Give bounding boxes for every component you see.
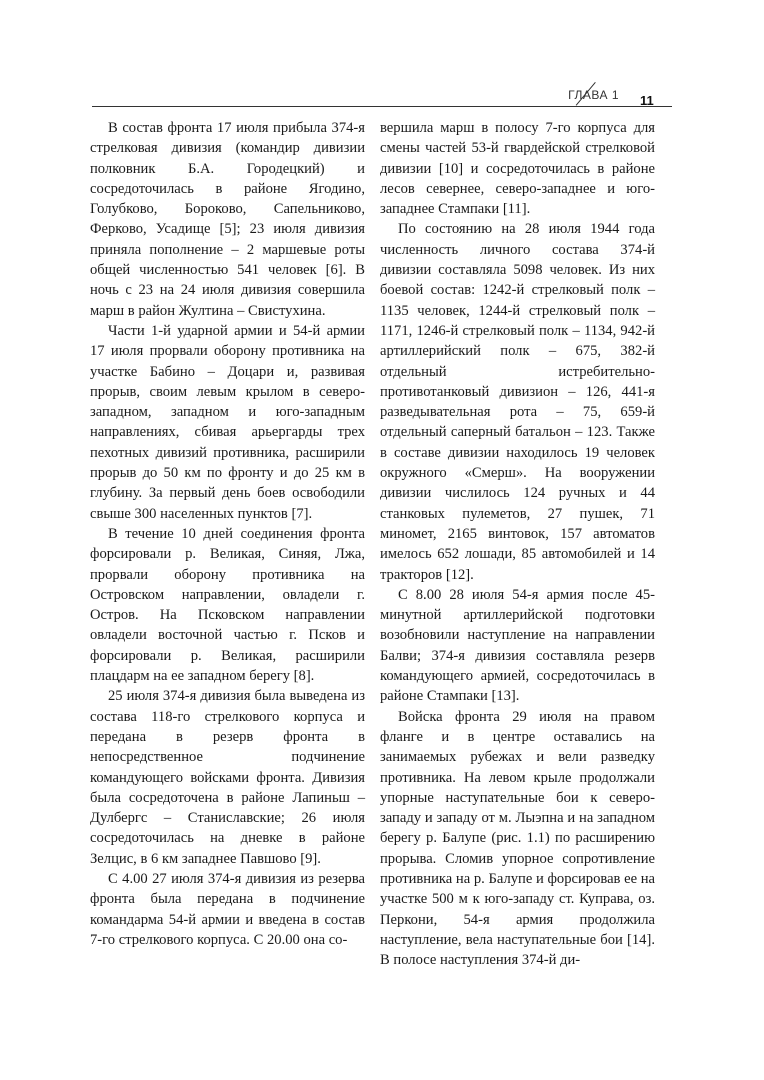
paragraph: В течение 10 дней соединения фронта форсировали р. Великая, Синяя, Лжа, прорвали оборону противника на Островском направлении, овладели г. Остров. На Псковском направлении овладели восточной частью г. Псков и форсировали р. Великая, расширили плацдарм на ее западном берегу [8].: [90, 525, 365, 685]
paragraph: По состоянию на 28 июля 1944 года численность личного состава 374-й дивизии составляла 5098 человек. Из них боевой состав: 1242-й стрелковый полк – 1135 человек, 1244-й стрелковый полк – 1171, 1246-й стрелковый полк – 1134, 942-й артиллерийский полк – 675, 382-й отдельный истребительно-противотанковый дивизион – 126, 441-я разведывательная рота – 75, 659-й отдельный саперный батальон – 123. Также в составе дивизии находилось 19 человек окружного «Смерш». На вооружении дивизии числилось 124 ручных и 44 станковых пулеметов, 27 пушек, 71 миномет, 2165 винтовок, 157 автоматов имелось 652 лошади, 85 автомобилей и 14 тракторов [12].: [380, 221, 655, 583]
right-column: [380, 118, 655, 970]
paragraph: Войска фронта 29 июля на правом фланге и в центре оставались на занимаемых рубежах и вели разведку противника. На левом крыле продолжали упорные наступательные бои к северо-западу и западу от м. Лыэпна и на западном берегу р. Балупе (рис. 1.1) по расширению прорыва. Сломив упорное сопротивление противника на р. Балупе и форсировав ее на участке 500 м к юго-западу ст. Куправа, оз. Перкони, 54-я армия продолжила наступление, вела наступательные бои [14]. В полосе наступления 374-й ди-: [380, 708, 655, 969]
paragraph: С 8.00 28 июля 54-я армия после 45-минутной артиллерийской подготовки возобновили наступление на направлении Балви; 374-я дивизия составляла резерв командующего армией, сосредоточилась в районе Стампаки [13].: [380, 586, 655, 705]
paragraph: Части 1-й ударной армии и 54-й армии 17 июля прорвали оборону противника на участке Бабино – Доцари и, развивая прорыв, своим левым крылом в северо-западном, западном и юго-западным направлениях, сбивая арьергарды трех пехотных дивизий противника, расширили прорыв до 50 км по фронту и до 25 км в глубину. За первый день боев освободили свыше 300 населенных пунктов [7].: [90, 322, 365, 522]
paragraph: В состав фронта 17 июля прибыла 374-я стрелковая дивизия (командир дивизии полковник Б.А. Городецкий) и сосредоточилась в районе Ягодино, Голубково, Бороково, Сапельниково, Ферково, Усадище [5]; 23 июля дивизия приняла пополнение – 2 маршевые роты общей численностью 541 человек [6]. В ночь с 23 на 24 июля дивизия совершила марш в район Жултина – Свистухина.: [90, 120, 365, 319]
paragraph: С 4.00 27 июля 374-я дивизия из резерва фронта была передана в подчинение командарма 54-й армии и введена в состав 7-го стрелкового корпуса. С 20.00 она со-: [90, 870, 365, 948]
header-rule: [92, 106, 672, 107]
paragraph: 25 июля 374-я дивизия была выведена из состава 118-го стрелкового корпуса и передана в резерв фронта в непосредственное подчинение командующего войсками фронта. Дивизия была сосредоточена в районе Лапиньш – Дулбергс – Станиславские; 26 июля сосредоточилась на дневке в районе Зелцис, в 6 км западнее Павшово [9].: [90, 688, 365, 867]
left-column: [90, 118, 365, 950]
page-number: 11: [640, 93, 654, 108]
chapter-title: ГЛАВА 1: [568, 88, 619, 102]
paragraph-continuation: вершила марш в полосу 7-го корпуса для смены частей 53-й гвардейской стрелковой дивизии [10] и сосредоточилась в районе лесов севернее, северо-западнее и юго-западнее Стампаки [11].: [380, 120, 655, 218]
